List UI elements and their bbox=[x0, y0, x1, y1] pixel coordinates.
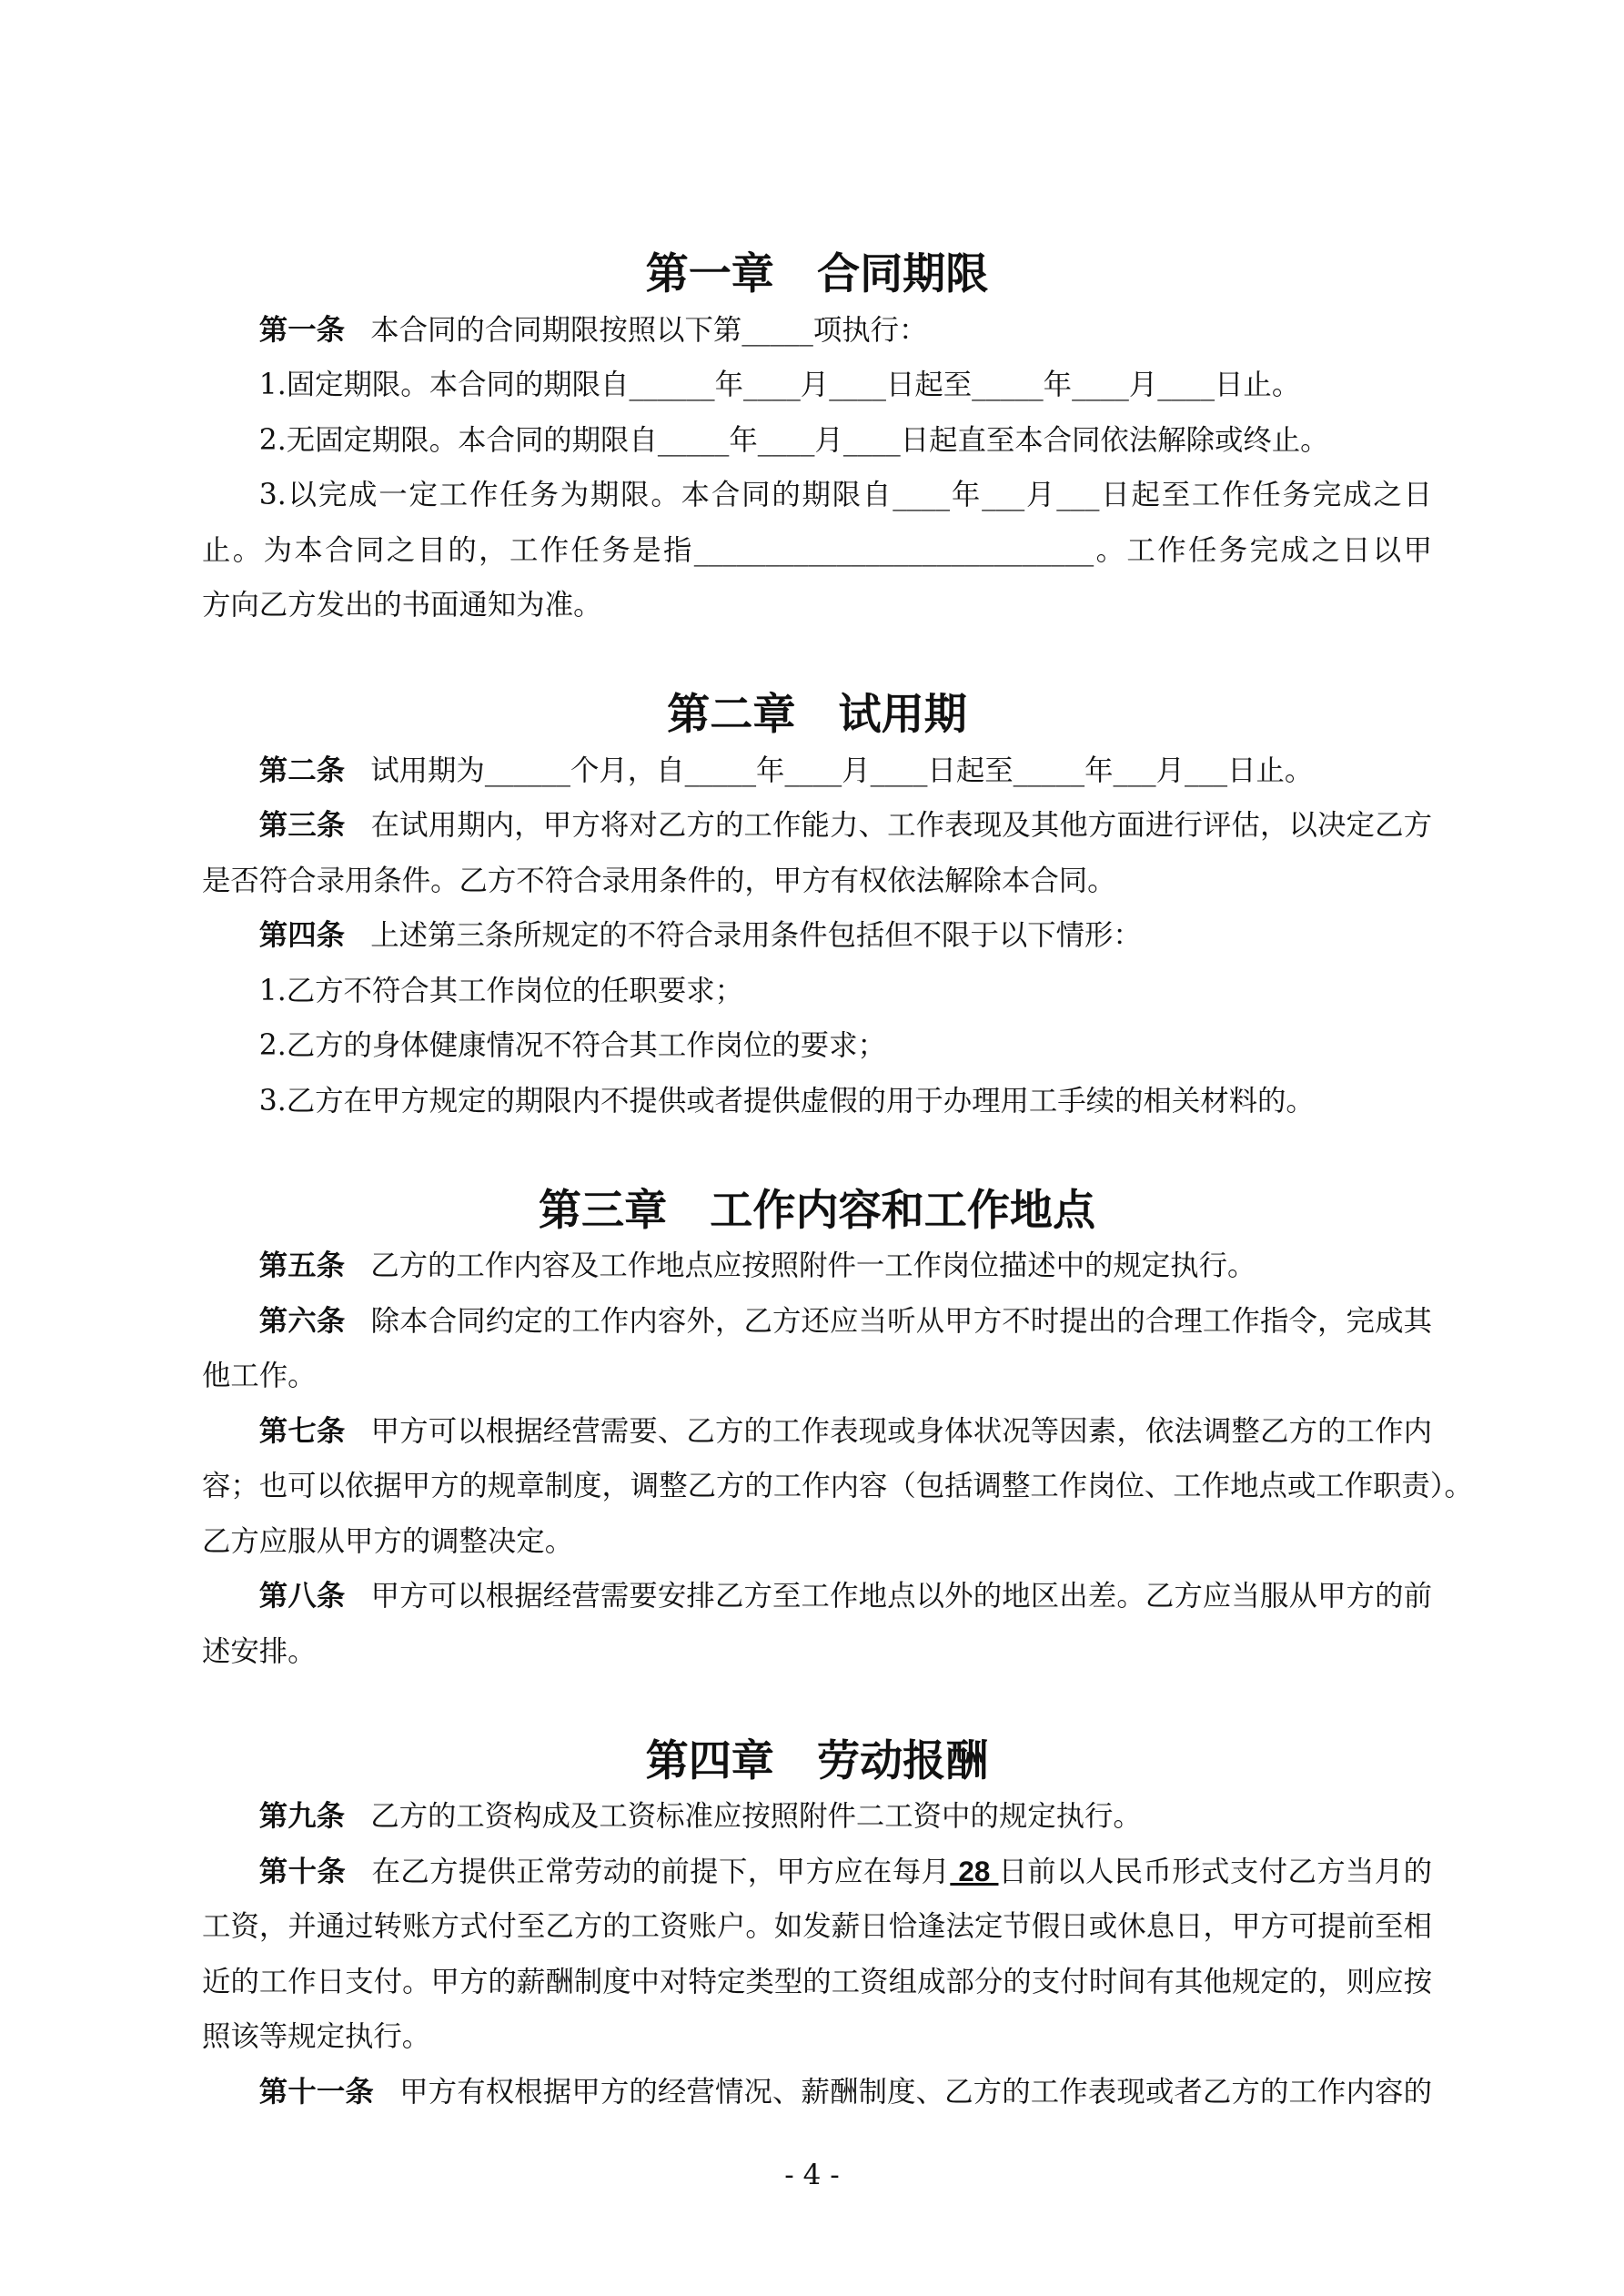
text: 1.乙方不符合其工作岗位的任职要求； bbox=[258, 974, 743, 1007]
article-paragraph bbox=[202, 358, 1432, 413]
text: 月 bbox=[814, 423, 843, 457]
text: 日止。 bbox=[1215, 369, 1301, 401]
fill-in-blank: ____________________________ bbox=[693, 533, 1094, 567]
text-line bbox=[202, 1624, 1432, 1680]
text-line bbox=[202, 468, 1432, 523]
fill-in-blank: ___ bbox=[1185, 754, 1228, 787]
fill-in-blank: _____ bbox=[657, 423, 730, 457]
text: 是否符合录用条件。乙方不符合录用条件的，甲方有权依法解除本合同。 bbox=[202, 864, 1116, 897]
text: 日起直至本合同依法解除或终止。 bbox=[900, 423, 1329, 457]
article-paragraph bbox=[202, 1845, 1432, 2065]
text: 2.乙方的身体健康情况不符合其工作岗位的要求； bbox=[258, 1029, 886, 1062]
fill-in-blank: ______ bbox=[484, 754, 570, 787]
text: 除本合同约定的工作内容外，乙方还应当听从甲方不时提出的合理工作指令，完成其 bbox=[370, 1304, 1432, 1338]
text: 年 bbox=[756, 754, 785, 787]
text: 日起至工作任务完成之日 bbox=[1099, 479, 1432, 511]
article-paragraph bbox=[202, 413, 1432, 469]
text: 甲方可以根据经营需要、乙方的工作表现或身体状况等因素，依法调整乙方的工作内 bbox=[370, 1414, 1432, 1448]
text: 年 bbox=[950, 479, 983, 511]
text-line bbox=[202, 1018, 1432, 1074]
text-line bbox=[202, 2009, 1432, 2065]
text-line bbox=[202, 1294, 1432, 1350]
text: 1.固定期限。本合同的期限自 bbox=[258, 369, 630, 401]
text: 近的工作日支付。甲方的薪酬制度中对特定类型的工资组成部分的支付时间有其他规定的，则应按 bbox=[202, 1965, 1432, 1998]
text-line bbox=[202, 1569, 1432, 1624]
fill-in-blank: ___ bbox=[982, 479, 1025, 511]
fill-in-blank: ____ bbox=[829, 369, 886, 401]
article-paragraph bbox=[202, 798, 1432, 908]
text-line bbox=[202, 1955, 1432, 2010]
fill-in-blank: ____ bbox=[893, 479, 951, 511]
chapter bbox=[202, 688, 1432, 1128]
fill-in-blank: ______ bbox=[629, 369, 715, 401]
text-line bbox=[202, 1899, 1432, 1955]
text-line bbox=[202, 358, 1432, 413]
text: 月 bbox=[1155, 754, 1185, 787]
article-label: 第十一条 bbox=[258, 2075, 374, 2109]
text: 日起至 bbox=[885, 369, 973, 401]
article-label: 第八条 bbox=[258, 1580, 346, 1613]
text-line bbox=[202, 1239, 1432, 1294]
article-paragraph bbox=[202, 468, 1432, 633]
text: 日前以人民币形式支付乙方当月的 bbox=[998, 1855, 1432, 1888]
fill-in-blank: _____ bbox=[1013, 754, 1085, 787]
text-line bbox=[202, 1514, 1432, 1570]
text-line bbox=[202, 1349, 1432, 1404]
article-label: 第四条 bbox=[258, 919, 345, 952]
article-label: 第一条 bbox=[258, 313, 345, 347]
fill-in-blank: ___ bbox=[1113, 754, 1156, 787]
fill-in-blank: _____ bbox=[684, 754, 757, 787]
fill-in-blank: ____ bbox=[784, 754, 842, 787]
text: 述安排。 bbox=[202, 1634, 317, 1668]
chapter bbox=[202, 1184, 1473, 1680]
chapter-title: 第四章 劳动报酬 bbox=[645, 1735, 989, 1786]
article-paragraph bbox=[202, 1404, 1473, 1570]
chapter-title: 第二章 试用期 bbox=[667, 690, 967, 740]
text-line bbox=[202, 578, 1432, 633]
text: 乙方的工作内容及工作地点应按照附件一工作岗位描述中的规定执行。 bbox=[370, 1249, 1256, 1282]
text: 月 bbox=[800, 369, 830, 401]
text-line bbox=[202, 523, 1432, 579]
text: 他工作。 bbox=[202, 1360, 317, 1392]
text: 项执行： bbox=[812, 313, 928, 347]
text: 个月，自 bbox=[570, 754, 685, 787]
chapter bbox=[202, 1735, 1432, 2120]
text: 年 bbox=[729, 423, 758, 457]
fill-in-blank: _____ bbox=[972, 369, 1044, 401]
text: 甲方可以根据经营需要安排乙方至工作地点以外的地区出差。乙方应当服从甲方的前 bbox=[370, 1580, 1432, 1613]
text-line bbox=[202, 303, 1432, 359]
article-label: 第六条 bbox=[258, 1304, 346, 1338]
text-line bbox=[202, 743, 1432, 799]
text-line bbox=[202, 1404, 1432, 1460]
text-line bbox=[202, 908, 1432, 964]
article-paragraph bbox=[202, 1018, 1432, 1074]
page-number: - 4 - bbox=[784, 2159, 840, 2191]
text-line bbox=[202, 1789, 1432, 1845]
article-paragraph bbox=[202, 2065, 1432, 2120]
fill-in-blank: _____ bbox=[741, 313, 813, 347]
text: 月 bbox=[1024, 479, 1057, 511]
article-paragraph bbox=[202, 964, 1432, 1019]
fill-in-blank: ___ bbox=[1056, 479, 1100, 511]
fill-in-blank: ____ bbox=[842, 423, 901, 457]
text-line bbox=[202, 1074, 1432, 1129]
article-paragraph bbox=[202, 743, 1432, 799]
text: 容；也可以依据甲方的规章制度，调整乙方的工作内容（包括调整工作岗位、工作地点或工作职责）。 bbox=[202, 1470, 1473, 1502]
text: 3.以完成一定工作任务为期限。本合同的期限自 bbox=[258, 479, 893, 511]
text-line bbox=[202, 413, 1432, 469]
pay-day-value: 28 bbox=[950, 1855, 999, 1887]
article-paragraph bbox=[202, 908, 1432, 964]
text-line bbox=[202, 798, 1432, 854]
article-label: 第二条 bbox=[258, 754, 345, 787]
text: 日止。 bbox=[1227, 754, 1314, 787]
text: 年 bbox=[1043, 369, 1073, 401]
text: 本合同的合同期限按照以下第 bbox=[370, 313, 742, 347]
article-paragraph bbox=[202, 1789, 1432, 1845]
text: 年 bbox=[714, 369, 744, 401]
text: 乙方应服从甲方的调整决定。 bbox=[202, 1524, 574, 1558]
article-paragraph bbox=[202, 1239, 1432, 1294]
fill-in-blank: ____ bbox=[870, 754, 928, 787]
text: 止。为本合同之目的，工作任务是指 bbox=[202, 533, 694, 567]
text: 3.乙方在甲方规定的期限内不提供或者提供虚假的用于办理用工手续的相关材料的。 bbox=[258, 1084, 1315, 1118]
text: 乙方的工资构成及工资标准应按照附件二工资中的规定执行。 bbox=[370, 1800, 1142, 1833]
text: 甲方有权根据甲方的经营情况、薪酬制度、乙方的工作表现或者乙方的工作内容的 bbox=[399, 2075, 1432, 2109]
article-paragraph bbox=[202, 303, 1432, 359]
text: 在乙方提供正常劳动的前提下，甲方应在每月 bbox=[371, 1855, 951, 1888]
fill-in-blank: ____ bbox=[1157, 369, 1215, 401]
text: 月 bbox=[842, 754, 871, 787]
fill-in-blank: ____ bbox=[1072, 369, 1129, 401]
article-label: 第十条 bbox=[258, 1855, 347, 1888]
article-paragraph bbox=[202, 1074, 1432, 1129]
fill-in-blank: ____ bbox=[757, 423, 815, 457]
fill-in-blank: ____ bbox=[743, 369, 801, 401]
text-line bbox=[202, 1845, 1432, 1900]
text: 日起至 bbox=[927, 754, 1014, 787]
text-line bbox=[202, 1459, 1473, 1514]
chapter bbox=[202, 248, 1432, 633]
article-paragraph bbox=[202, 1569, 1432, 1679]
text: 照该等规定执行。 bbox=[202, 2020, 431, 2053]
text: 方向乙方发出的书面通知为准。 bbox=[202, 589, 602, 622]
text: 上述第三条所规定的不符合录用条件包括但不限于以下情形： bbox=[370, 919, 1142, 952]
text-line bbox=[202, 964, 1432, 1019]
text: 2.无固定期限。本合同的期限自 bbox=[258, 423, 658, 457]
article-paragraph bbox=[202, 1294, 1432, 1404]
article-label: 第九条 bbox=[258, 1800, 345, 1833]
text: 工资，并通过转账方式付至乙方的工资账户。如发薪日恰逢法定节假日或休息日，甲方可提前至相 bbox=[202, 1910, 1432, 1943]
text: 在试用期内，甲方将对乙方的工作能力、工作表现及其他方面进行评估，以决定乙方 bbox=[370, 809, 1432, 842]
text: 。工作任务完成之日以甲 bbox=[1094, 533, 1432, 567]
text: 试用期为 bbox=[370, 754, 485, 787]
text: 月 bbox=[1128, 369, 1158, 401]
chapter-title: 第三章 工作内容和工作地点 bbox=[538, 1185, 1096, 1236]
article-label: 第五条 bbox=[258, 1249, 345, 1282]
text-line bbox=[202, 2065, 1432, 2120]
chapter-title: 第一章 合同期限 bbox=[645, 249, 989, 299]
article-label: 第七条 bbox=[258, 1414, 346, 1448]
contract-page-body bbox=[202, 248, 1473, 2119]
text-line bbox=[202, 854, 1432, 909]
article-label: 第三条 bbox=[258, 809, 346, 842]
text: 年 bbox=[1084, 754, 1114, 787]
